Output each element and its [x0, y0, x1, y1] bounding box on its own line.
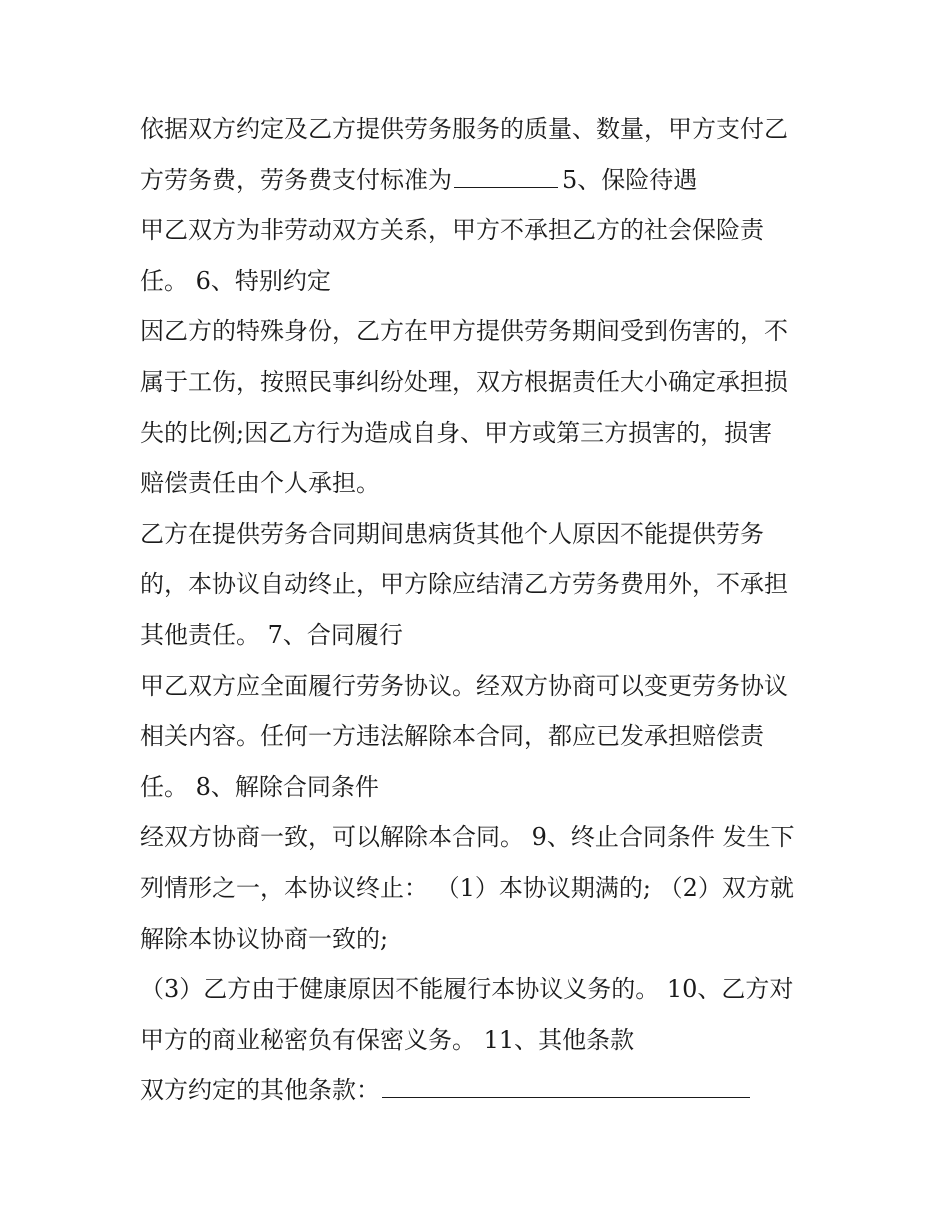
line-text: 双方约定的其他条款： [140, 1076, 380, 1105]
text-line [140, 408, 820, 459]
text-line [140, 661, 820, 712]
text-line [140, 509, 820, 560]
line-text: 任。 8、解除合同条件 [140, 772, 379, 801]
line-text: 乙方在提供劳务合同期间患病货其他个人原因不能提供劳务 [140, 519, 764, 548]
text-line [140, 256, 820, 307]
text-line [140, 458, 820, 509]
line-text: 因乙方的特殊身份，乙方在甲方提供劳务期间受到伤害的，不 [140, 317, 788, 346]
text-line [140, 559, 820, 610]
line-text: 方劳务费，劳务费支付标准为 [140, 165, 452, 194]
text-line [140, 610, 820, 661]
text-line [140, 964, 820, 1015]
text-line [140, 812, 820, 863]
line-text: 赔偿责任由个人承担。 [140, 469, 380, 498]
text-line [140, 1015, 820, 1066]
line-text: 甲乙双方应全面履行劳务协议。经双方协商可以变更劳务协议 [140, 671, 788, 700]
line-text-after: 5、保险待遇 [562, 165, 698, 194]
line-text: （3）乙方由于健康原因不能履行本协议义务的。 10、乙方对 [140, 975, 794, 1004]
line-text: 的，本协议自动终止，甲方除应结清乙方劳务费用外，不承担 [140, 570, 788, 599]
text-line [140, 205, 820, 256]
document-body [140, 104, 820, 1116]
text-line [140, 104, 820, 155]
line-text: 经双方协商一致，可以解除本合同。 9、终止合同条件 发生下 [140, 823, 795, 852]
fill-in-blank [382, 1075, 750, 1098]
text-line [140, 711, 820, 762]
text-line [140, 155, 820, 206]
line-text: 失的比例;因乙方行为造成自身、甲方或第三方损害的，损害 [140, 418, 773, 447]
text-line [140, 863, 820, 914]
line-text: 属于工伤，按照民事纠纷处理，双方根据责任大小确定承担损 [140, 367, 788, 396]
line-text: 任。 6、特别约定 [140, 266, 331, 295]
line-text: 解除本协议协商一致的; [140, 924, 389, 953]
line-text: 依据双方约定及乙方提供劳务服务的质量、数量，甲方支付乙 [140, 115, 788, 143]
line-text: 甲方的商业秘密负有保密义务。 11、其他条款 [140, 1025, 635, 1054]
text-line [140, 357, 820, 408]
text-line [140, 914, 820, 965]
text-line [140, 1065, 820, 1116]
text-line [140, 306, 820, 357]
line-text: 列情形之一，本协议终止： （1）本协议期满的; （2）双方就 [140, 873, 794, 902]
text-line [140, 762, 820, 813]
fill-in-blank [454, 165, 558, 188]
line-text: 甲乙双方为非劳动双方关系，甲方不承担乙方的社会保险责 [140, 216, 764, 245]
line-text: 其他责任。 7、合同履行 [140, 620, 403, 649]
line-text: 相关内容。任何一方违法解除本合同，都应已发承担赔偿责 [140, 722, 764, 751]
